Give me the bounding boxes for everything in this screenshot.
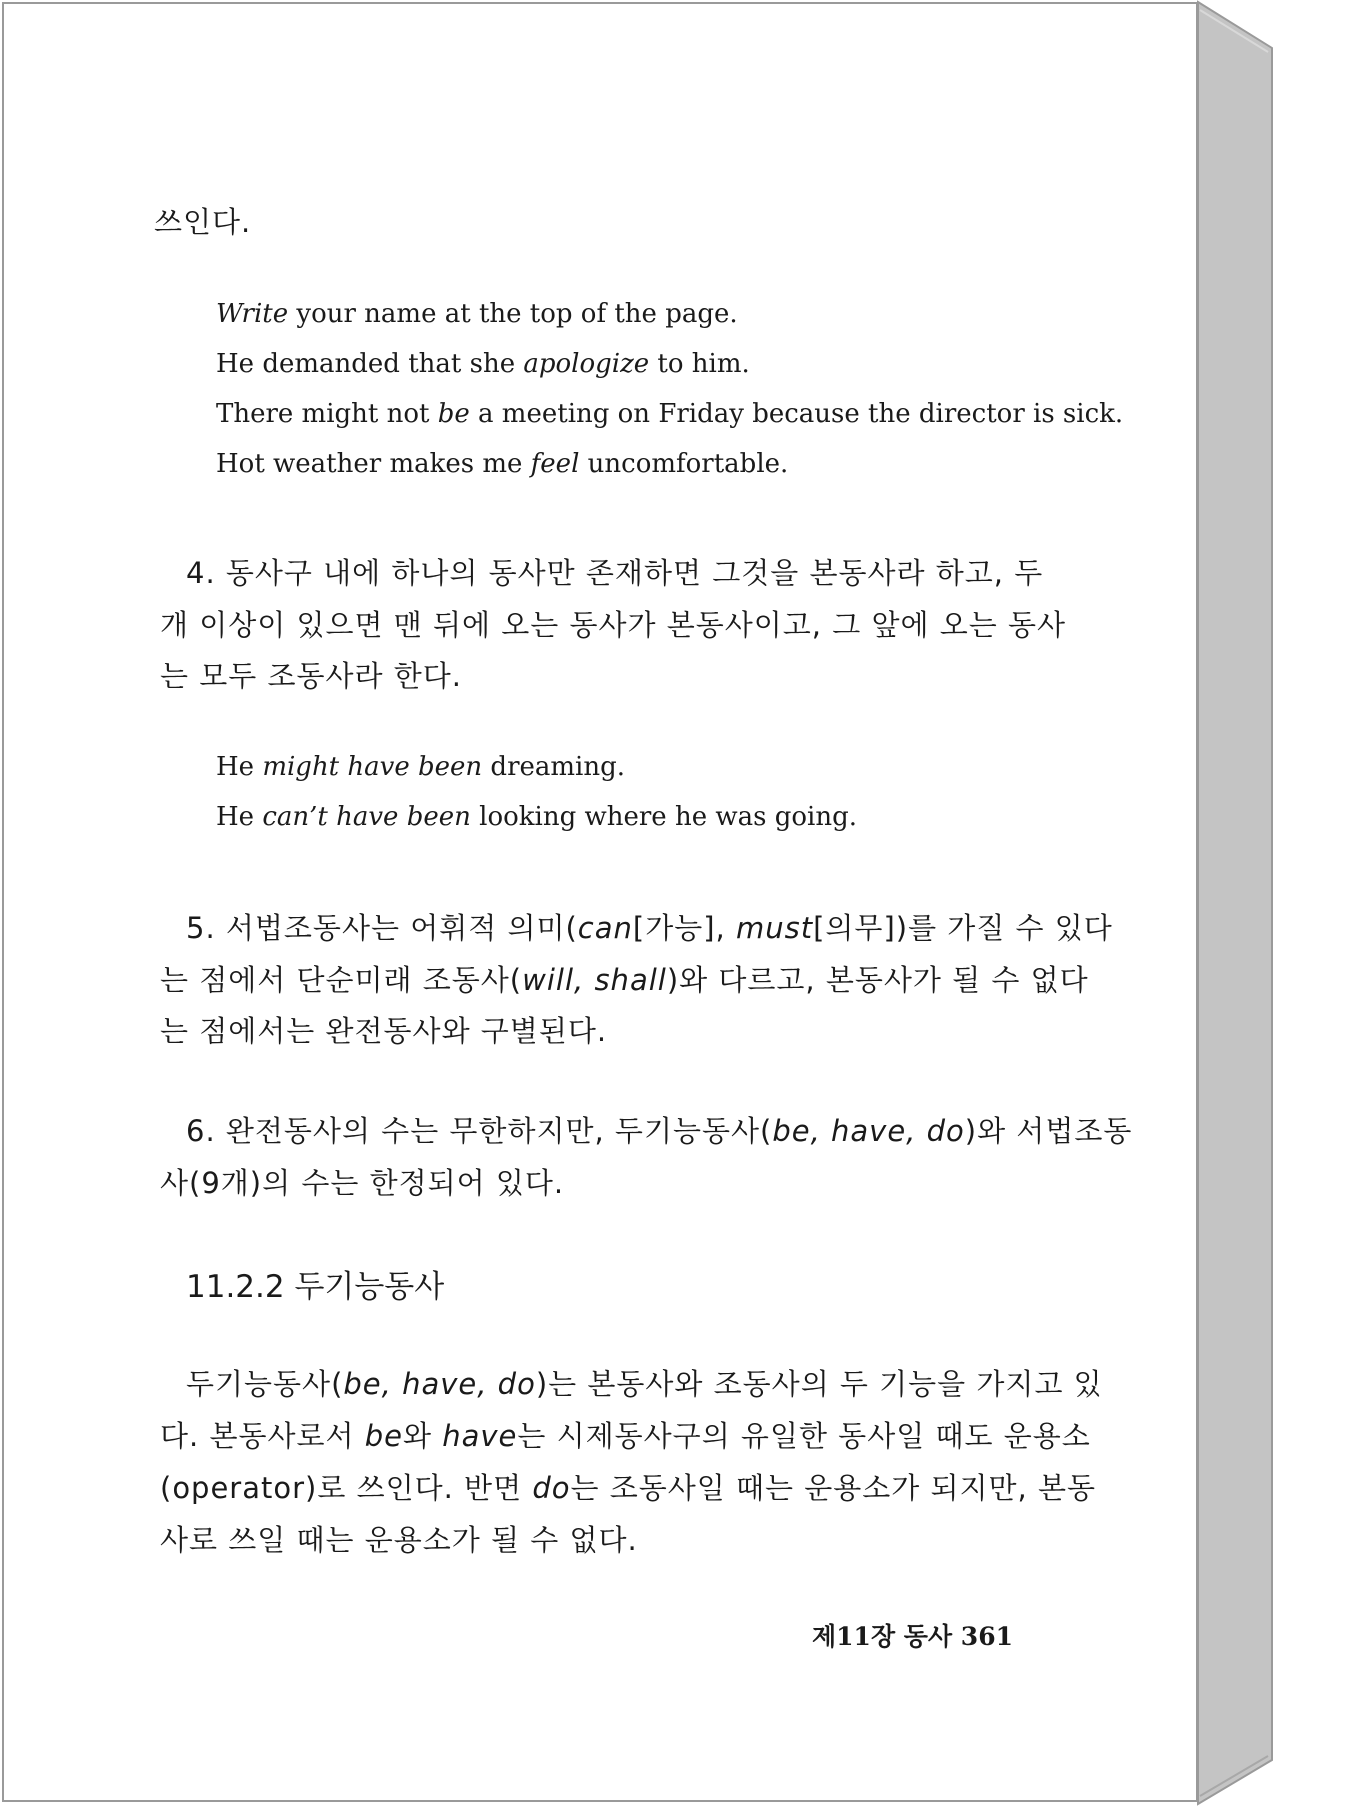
section-body-line: 사로 쓰일 때는 운용소가 될 수 없다. xyxy=(160,1523,638,1557)
section-heading: 11.2.2 두기능동사 xyxy=(186,1269,445,1305)
point-6-line: 사(9개)의 수는 한정되어 있다. xyxy=(160,1166,565,1200)
point-4-line: 4. 동사구 내에 하나의 동사만 존재하면 그것을 본동사라 하고, 두 xyxy=(186,556,1044,590)
section-body-line: 두기능동사(be, have, do)는 본동사와 조동사의 두 기능을 가지고 있 xyxy=(186,1367,1103,1401)
point-5-line: 는 점에서는 완전동사와 구별된다. xyxy=(160,1014,608,1048)
example-sentence: Write your name at the top of the page. xyxy=(216,299,738,329)
page-footer: 제11장 동사 361 xyxy=(812,1622,1013,1651)
example-sentence: Hot weather makes me feel uncomfortable. xyxy=(216,449,789,479)
example-sentence: He can’t have been looking where he was going. xyxy=(216,802,857,832)
section-body-line: (operator)로 쓰인다. 반면 do는 조동사일 때는 운용소가 되지만, 본동 xyxy=(160,1471,1097,1505)
point-5-line: 는 점에서 단순미래 조동사(will, shall)와 다르고, 본동사가 될 수 없다 xyxy=(160,963,1089,997)
section-body-line: 다. 본동사로서 be와 have는 시제동사구의 유일한 동사일 때도 운용소 xyxy=(160,1419,1091,1453)
example-sentence: There might not be a meeting on Friday because the director is sick. xyxy=(216,399,1124,429)
example-sentence: He might have been dreaming. xyxy=(216,752,626,782)
example-sentence: He demanded that she apologize to him. xyxy=(216,349,750,379)
point-6-line: 6. 완전동사의 수는 무한하지만, 두기능동사(be, have, do)와 서법조동 xyxy=(186,1114,1133,1148)
carryover-line: 쓰인다. xyxy=(154,205,252,239)
point-4-line: 개 이상이 있으면 맨 뒤에 오는 동사가 본동사이고, 그 앞에 오는 동사 xyxy=(160,608,1066,642)
point-4-line: 는 모두 조동사라 한다. xyxy=(160,659,462,693)
point-5-line: 5. 서법조동사는 어휘적 의미(can[가능], must[의무])를 가질 수 있다 xyxy=(186,911,1113,945)
book-page xyxy=(2,2,1198,1802)
